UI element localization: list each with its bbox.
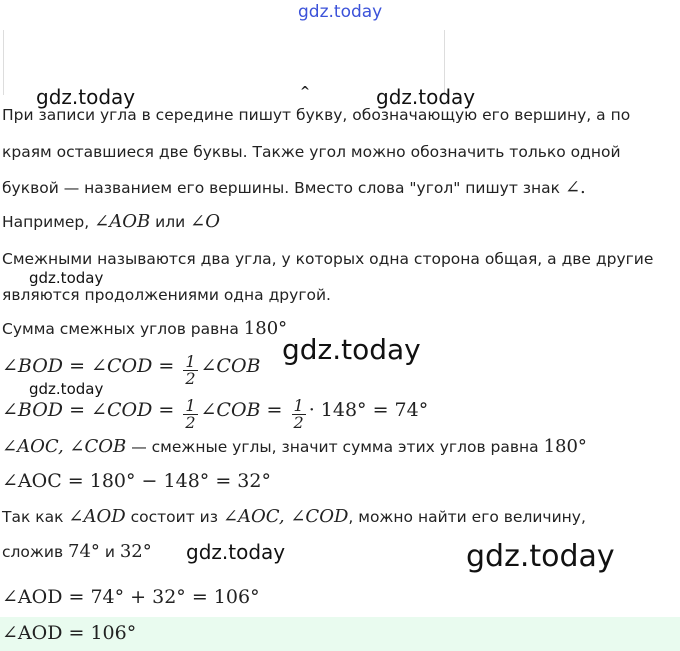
add-value-2: 32° — [119, 541, 152, 562]
collapse-caret-icon[interactable]: ^ — [300, 84, 311, 98]
definition-line-1: Смежными называются два угла, у которых одна сторона общая, а две другие — [2, 250, 654, 268]
sum-text: Сумма смежных углов равна — [2, 320, 244, 338]
add-value-1: 74° — [68, 541, 100, 562]
watermark-top: gdz.today — [298, 2, 383, 22]
watermark-big-2: gdz.today — [466, 539, 615, 574]
adjacent-value: 180° — [543, 436, 587, 457]
equation-2-rhs: · 148° = 74° — [308, 399, 429, 421]
watermark-small-2: gdz.today — [29, 380, 104, 398]
add-text-2: и — [99, 543, 120, 561]
example-angle-o: ∠O — [190, 211, 220, 232]
equation-2-lhs: ∠BOD = ∠COD = — [2, 399, 181, 421]
equation-1 — [2, 352, 261, 388]
adjacent-angles: ∠AOC, ∠COB — [2, 436, 127, 457]
add-text-1: сложив — [2, 543, 69, 561]
fraction-denominator: 2 — [293, 413, 304, 432]
since-angle-aod: ∠AOD — [68, 506, 126, 527]
angle-symbol: ∠. — [564, 177, 586, 198]
equation-1-rhs: ∠COB — [200, 355, 261, 377]
watermark-right: gdz.today — [376, 85, 476, 109]
watermark-left: gdz.today — [36, 85, 136, 109]
equation-3: ∠AOC = 180° − 148° = 32° — [2, 470, 271, 492]
equation-1-fraction — [183, 352, 197, 388]
watermark-big-1: gdz.today — [282, 333, 421, 366]
since-text-2: состоит из — [125, 508, 223, 526]
since-text-1: Так как — [2, 508, 69, 526]
sum-line — [2, 319, 287, 339]
divider-left — [3, 30, 4, 95]
since-line — [2, 507, 586, 527]
equation-2-fraction-1 — [183, 396, 197, 432]
equation-2-mid: ∠COB = — [200, 399, 289, 421]
example-label: Например, — [2, 213, 95, 231]
add-line — [2, 542, 152, 562]
watermark-medium: gdz.today — [186, 540, 286, 564]
fraction-denominator: 2 — [185, 413, 196, 432]
paragraph-line-3 — [2, 178, 586, 198]
adjacent-line — [2, 437, 587, 457]
adjacent-text: — смежные углы, значит сумма этих углов равна — [126, 438, 544, 456]
example-or: или — [150, 213, 191, 231]
answer: ∠AOD = 106° — [2, 622, 137, 644]
equation-2 — [2, 396, 429, 432]
sum-value: 180° — [243, 318, 288, 339]
paragraph-line-2: краям оставшиеся две буквы. Также угол можно обозначить только одной — [2, 143, 621, 161]
equation-1-lhs: ∠BOD = ∠COD = — [2, 355, 181, 377]
example-angle-aob: ∠AOB — [94, 211, 151, 232]
watermark-small-1: gdz.today — [29, 269, 104, 287]
definition-line-2: являются продолжениями одна другой. — [2, 286, 331, 304]
paragraph-line-1: При записи угла в середине пишут букву, обозначающую его вершину, а по — [2, 106, 631, 124]
fraction-denominator: 2 — [185, 369, 196, 388]
equation-2-fraction-2 — [292, 396, 306, 432]
since-angles: ∠AOC, ∠COD — [222, 506, 349, 527]
fraction-numerator: 1 — [185, 396, 196, 415]
paragraph-line-3-text: буквой — названием его вершины. Вместо слова "угол" пишут знак — [2, 179, 565, 197]
fraction-numerator: 1 — [293, 396, 304, 415]
equation-4: ∠AOD = 74° + 32° = 106° — [2, 586, 260, 608]
example-line — [2, 212, 220, 232]
fraction-numerator: 1 — [185, 352, 196, 371]
since-text-3: , можно найти его величину, — [348, 508, 586, 526]
